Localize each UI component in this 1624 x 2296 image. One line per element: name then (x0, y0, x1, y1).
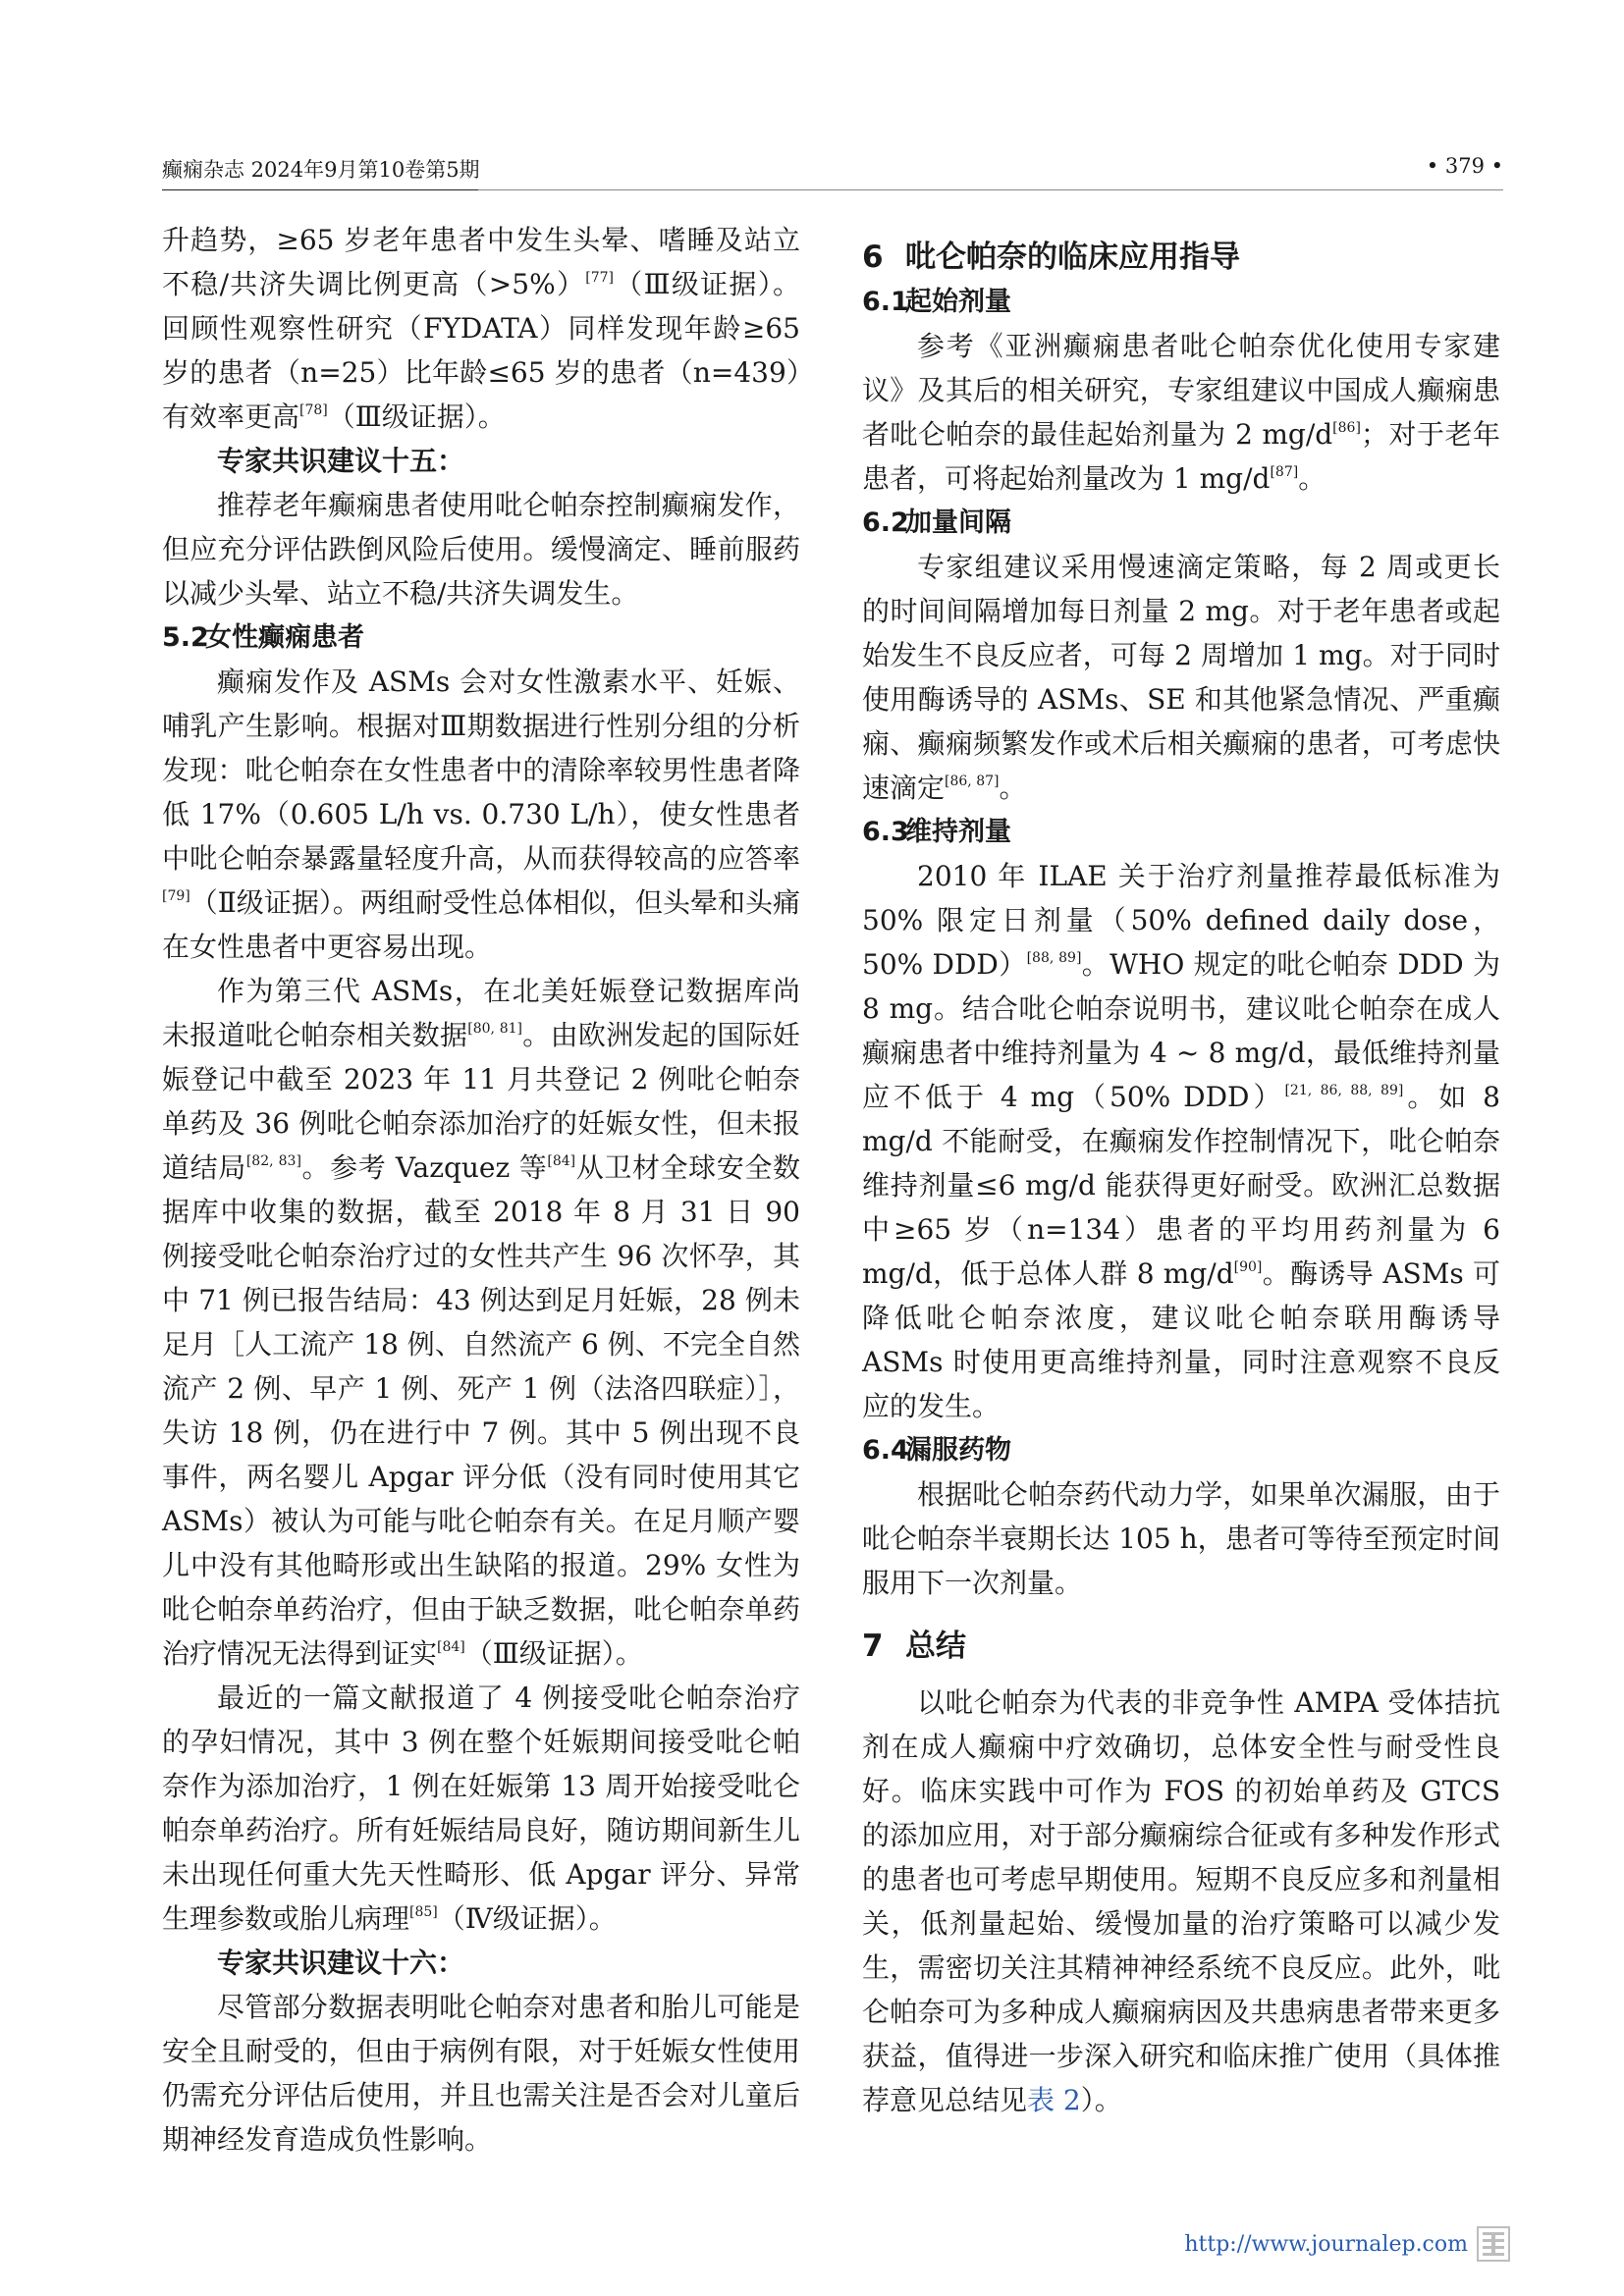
section-number: 6.3 (862, 817, 909, 847)
section-title: 吡仑帕奈的临床应用指导 (905, 240, 1240, 275)
citation[interactable]: [21, 86, 88, 89] (1284, 1083, 1404, 1098)
table-2-link[interactable]: 表 2 (1027, 2084, 1081, 2116)
citation[interactable]: [79] (162, 888, 190, 904)
section-title: 起始剂量 (905, 287, 1011, 317)
citation[interactable]: [88, 89] (1026, 950, 1082, 966)
section-7-heading (862, 1625, 1500, 1669)
paragraph-missed-dose: 根据吡仑帕奈药代动力学，如果单次漏服，由于吡仑帕奈半衰期长达 105 h，患者可等待至预定时间服用下一次剂量。 (862, 1478, 1500, 1599)
citation[interactable]: [80, 81] (467, 1021, 523, 1037)
citation[interactable]: [84] (437, 1639, 465, 1655)
left-column (162, 218, 800, 2162)
page-footer (1184, 2225, 1511, 2263)
section-6-2-heading (862, 501, 1500, 545)
citation[interactable]: [82, 83] (245, 1153, 301, 1169)
section-6-3-heading (862, 810, 1500, 854)
page-number: • 379 • (1426, 154, 1503, 178)
citation[interactable]: [85] (409, 1904, 438, 1920)
paragraph-female-hormones: 癫痫发作及 ASMs 会对女性激素水平、妊娠、哺乳产生影响。根据对Ⅲ期数据进行性别分组的分析发现：吡仑帕奈在女性患者中的清除率较男性患者降低 17%（0.605 L/h vs. 0.730 L/h），使女性患者中吡仑帕奈暴露量轻度升高，从而获得较高的应答率[79]（Ⅱ级证据）。两组耐受性总体相似，但头晕和头痛在女性患者中更容易出现。 (162, 666, 800, 963)
citation[interactable]: [78] (299, 402, 328, 418)
section-title: 女性癫痫患者 (205, 622, 364, 653)
paragraph-pregnancy-registry: 作为第三代 ASMs，在北美妊娠登记数据库尚未报道吡仑帕奈相关数据[80, 81]。由欧洲发起的国际妊娠登记中截至 2023 年 11 月共登记 2 例吡仑帕奈单药及 36 例吡仑帕奈添加治疗的妊娠女性，但未报道结局[82, 83]。参考 Vazquez 等[84]从卫材全球安全数据库中收集的数据，截至 2018 年 8 月 31 日 90 例接受吡仑帕奈治疗过的女性共产生 96 次怀孕，其中 71 例已报告结局：43 例达到足月妊娠，28 例未足月［人工流产 18 例、自然流产 6 例、不完全自然流产 2 例、早产 1 例、死产 1 例（法洛四联症）］，失访 18 例，仍在进行中 7 例。其中 5 例出现不良事件，两名婴儿 Apgar 评分低（没有同时使用其它 ASMs）被认为可能与吡仑帕奈有关。在足月顺产婴儿中没有其他畸形或出生缺陷的报道。29% 女性为吡仑帕奈单药治疗，但由于缺乏数据，吡仑帕奈单药治疗情况无法得到证实[84]（Ⅲ级证据）。 (162, 975, 800, 1670)
section-number: 6.2 (862, 507, 909, 538)
journal-url-link[interactable]: http://www.journalep.com (1184, 2231, 1468, 2257)
citation[interactable]: [84] (547, 1153, 576, 1169)
section-title: 维持剂量 (905, 817, 1011, 847)
right-column (862, 218, 1500, 2122)
section-6-4-heading (862, 1428, 1500, 1472)
citation[interactable]: [90] (1233, 1259, 1263, 1275)
paragraph-maintenance-dose: 2010 年 ILAE 关于治疗剂量推荐最低标准为 50% 限定日剂量（50% defined daily dose，50% DDD）[88, 89]。WHO 规定的吡仑帕奈 DDD 为 8 mg。结合吡仑帕奈说明书，建议吡仑帕奈在成人癫痫患者中维持剂量为 4 ~ 8 mg/d，最低维持剂量应不低于 4 mg（50% DDD）[21, 86, 88, 89]。如 8 mg/d 不能耐受，在癫痫发作控制情况下，吡仑帕奈维持剂量≤6 mg/d 能获得更好耐受。欧洲汇总数据中≥65 岁（n=134）患者的平均用药剂量为 6 mg/d，低于总体人群 8 mg/d[90]。酶诱导 ASMs 可降低吡仑帕奈浓度，建议吡仑帕奈联用酶诱导 ASMs 时使用更高维持剂量，同时注意观察不良反应的发生。 (862, 860, 1501, 1422)
section-title: 加量间隔 (905, 507, 1011, 538)
paragraph-summary: 以吡仑帕奈为代表的非竞争性 AMPA 受体拮抗剂在成人癫痫中疗效确切，总体安全性与耐受性良好。临床实践中可作为 FOS 的初始单药及 GTCS 的添加应用，对于部分癫痫综合征或有多种发作形式的患者也可考虑早期使用。短期不良反应多和剂量相关，低剂量起始、缓慢加量的治疗策略可以减少发生，需密切关注其精神神经系统不良反应。此外，吡仑帕奈可为多种成人癫痫病因及共患病患者带来更多获益，值得进一步深入研究和临床推广使用（具体推荐意见总结见表 2）。 (862, 1686, 1500, 2116)
section-number: 5.2 (162, 622, 209, 653)
section-number: 6.1 (862, 287, 909, 317)
running-header (162, 154, 1503, 187)
recommendation-16-text: 尽管部分数据表明吡仑帕奈对患者和胎儿可能是安全且耐受的，但由于病例有限，对于妊娠女性使用仍需充分评估后使用，并且也需关注是否会对儿童后期神经发育造成负性影响。 (162, 1991, 800, 2156)
section-number: 6.4 (862, 1435, 909, 1466)
section-5-2-heading (162, 615, 800, 660)
section-number: 7 (862, 1629, 884, 1664)
section-title: 总结 (905, 1629, 966, 1664)
journal-logo-icon (1476, 2225, 1511, 2263)
paragraph-elderly-continued: 升趋势，≥65 岁老年患者中发生头晕、嗜睡及站立不稳/共济失调比例更高（>5%）[77]（Ⅲ级证据）。回顾性观察性研究（FYDATA）同样发现年龄≥65 岁的患者（n=25）比年龄≤65 岁的患者（n=439）有效率更高[78]（Ⅲ级证据）。 (162, 224, 800, 433)
recommendation-16-title: 专家共识建议十六： (217, 1947, 465, 1979)
paragraph-starting-dose: 参考《亚洲癫痫患者吡仑帕奈优化使用专家建议》及其后的相关研究，专家组建议中国成人癫痫患者吡仑帕奈的最佳起始剂量为 2 mg/d[86]；对于老年患者，可将起始剂量改为 1 mg/d[87]。 (862, 330, 1500, 495)
citation[interactable]: [77] (585, 270, 615, 286)
recommendation-15-title: 专家共识建议十五： (217, 445, 465, 477)
section-title: 漏服药物 (905, 1435, 1011, 1466)
section-number: 6 (862, 240, 884, 275)
citation[interactable]: [86, 87] (945, 774, 1000, 789)
recommendation-15-text: 推荐老年癫痫患者使用吡仑帕奈控制癫痫发作，但应充分评估跌倒风险后使用。缓慢滴定、睡前服药以减少头晕、站立不稳/共济失调发生。 (162, 489, 800, 610)
section-6-1-heading (862, 280, 1500, 324)
section-6-heading (862, 236, 1500, 280)
paragraph-titration-interval: 专家组建议采用慢速滴定策略，每 2 周或更长的时间间隔增加每日剂量 2 mg。对于老年患者或起始发生不良反应者，可每 2 周增加 1 mg。对于同时使用酶诱导的 ASMs、SE 和其他紧急情况、严重癫痫、癫痫频繁发作或术后相关癫痫的患者，可考虑快速滴定[86, 87]。 (862, 551, 1500, 804)
paragraph-pregnant-cases: 最近的一篇文献报道了 4 例接受吡仑帕奈治疗的孕妇情况，其中 3 例在整个妊娠期间接受吡仑帕奈作为添加治疗，1 例在妊娠第 13 周开始接受吡仑帕奈单药治疗。所有妊娠结局良好，随访期间新生儿未出现任何重大先天性畸形、低 Apgar 评分、异常生理参数或胎儿病理[85]（Ⅳ级证据）。 (162, 1682, 800, 1935)
citation[interactable]: [86] (1332, 420, 1361, 436)
citation[interactable]: [87] (1270, 464, 1299, 480)
journal-issue: 癫痫杂志 2024年9月第10卷第5期 (162, 158, 480, 182)
header-rule-bold (162, 189, 478, 190)
